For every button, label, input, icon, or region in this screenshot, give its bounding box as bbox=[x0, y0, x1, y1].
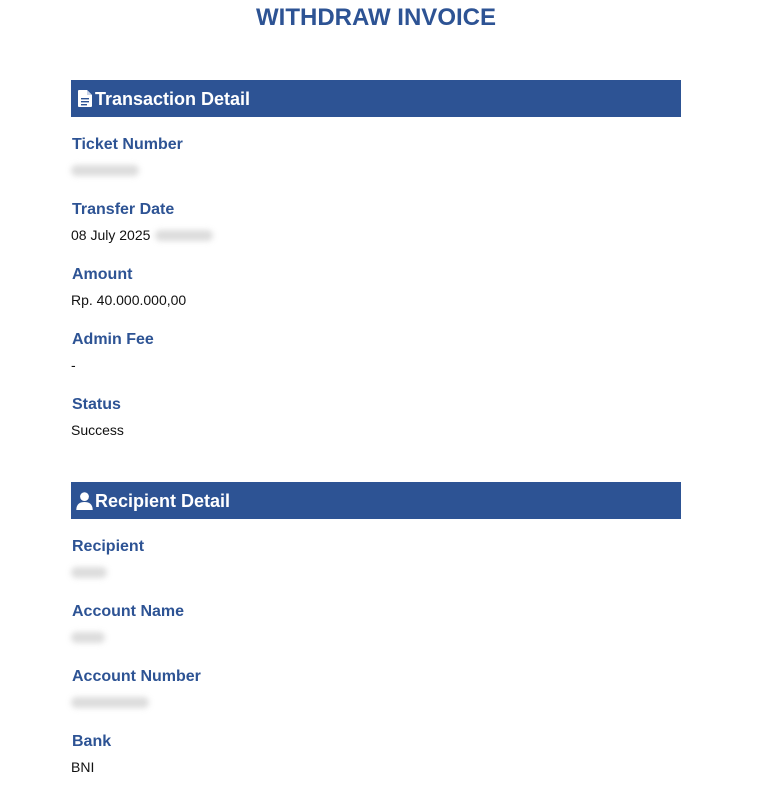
transfer-date-label: Transfer Date bbox=[72, 201, 175, 218]
ticket-number-value bbox=[71, 161, 671, 179]
recipient-field bbox=[71, 537, 671, 581]
admin-fee-label: Admin Fee bbox=[72, 331, 154, 348]
transfer-date-value bbox=[71, 226, 671, 244]
transfer-date-text: 08 July 2025 bbox=[71, 227, 151, 243]
bank-field bbox=[71, 732, 671, 776]
redacted-ticket-number bbox=[71, 165, 139, 176]
account-name-label: Account Name bbox=[72, 603, 185, 620]
status-label: Status bbox=[72, 396, 121, 413]
redacted-account-name bbox=[71, 632, 105, 643]
transaction-detail-header bbox=[71, 80, 681, 117]
recipient-label: Recipient bbox=[72, 538, 145, 555]
bank-value: BNI bbox=[71, 759, 95, 775]
transaction-detail-title: Transaction Detail bbox=[95, 88, 251, 109]
status-field bbox=[71, 395, 671, 439]
account-number-label: Account Number bbox=[72, 668, 201, 685]
status-value: Success bbox=[71, 422, 124, 438]
transfer-date-field bbox=[71, 200, 671, 244]
account-name-value bbox=[71, 628, 671, 646]
account-number-field bbox=[71, 667, 671, 711]
amount-field bbox=[71, 265, 671, 309]
admin-fee-field bbox=[71, 330, 671, 374]
amount-label: Amount bbox=[72, 266, 133, 283]
admin-fee-value: - bbox=[71, 357, 76, 373]
recipient-detail-header bbox=[71, 482, 681, 519]
bank-label: Bank bbox=[72, 733, 112, 750]
account-name-field bbox=[71, 602, 671, 646]
redacted-account-number bbox=[71, 697, 149, 708]
ticket-number-label: Ticket Number bbox=[72, 136, 183, 153]
redacted-transfer-time bbox=[155, 230, 213, 241]
ticket-number-field bbox=[71, 135, 671, 179]
recipient-value bbox=[71, 563, 671, 581]
amount-value: Rp. 40.000.000,00 bbox=[71, 292, 187, 308]
user-icon bbox=[76, 491, 93, 511]
redacted-recipient bbox=[71, 567, 107, 578]
recipient-detail-title: Recipient Detail bbox=[95, 490, 231, 511]
account-number-value bbox=[71, 693, 671, 711]
document-icon bbox=[76, 89, 93, 109]
invoice-title: WITHDRAW INVOICE bbox=[256, 4, 496, 31]
